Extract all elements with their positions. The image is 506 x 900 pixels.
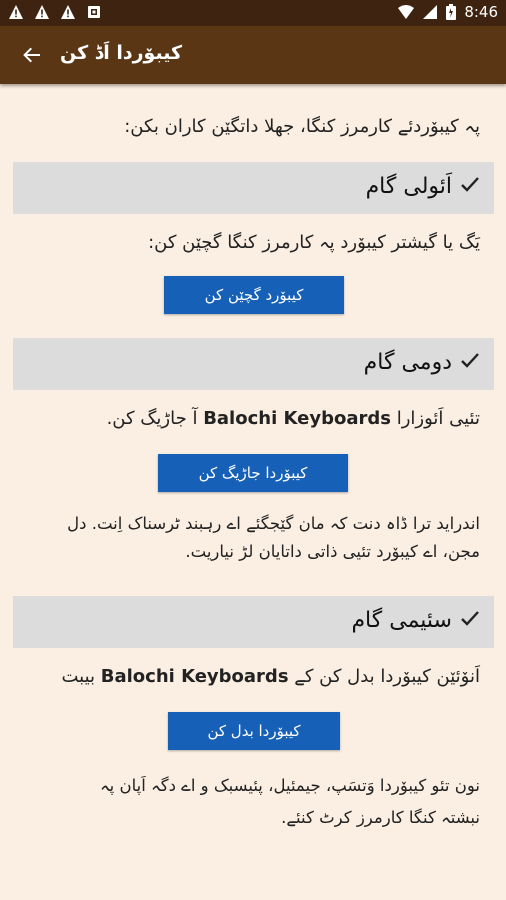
system-icons <box>398 3 498 21</box>
step-2-header <box>13 338 494 390</box>
step-2-note-line-2: مجن، اے کیبۆرد تئیی ذاتی داتایان لڑ نیاریت. <box>185 542 480 561</box>
notification-icons <box>8 4 102 20</box>
switch-keyboard-button[interactable]: کیبۆردا بدل کن <box>168 712 340 750</box>
step-2-desc <box>107 408 480 429</box>
app-bar <box>0 26 506 84</box>
app-name: Balochi Keyboards <box>100 666 289 687</box>
battery-icon <box>446 4 456 20</box>
step-3-desc-pre: اَنۆئێن کیبۆردا بدل کن کے <box>294 666 480 687</box>
sim-icon <box>86 4 102 20</box>
step-2-desc-post: آ جاڑیگ کن. <box>106 408 198 429</box>
step-1-header <box>13 162 494 214</box>
page-title: کیبۆردا اَڈ کن <box>60 42 183 64</box>
step-2-note-line-1: اندراید ترا ڈاہ دنت کہ مان گێجگئے اے رہبند ٹرسناک اِنت. دل <box>67 514 480 533</box>
step-3-desc-post: بیبت <box>61 666 96 687</box>
step-3-desc <box>61 666 480 687</box>
enable-keyboard-button[interactable]: کیبۆردا جاڑیگ کن <box>158 454 348 492</box>
warning-icon <box>60 4 76 20</box>
choose-keyboard-button[interactable]: کیبۆرد گچێن کن <box>164 276 344 314</box>
app-name: Balochi Keyboards <box>203 408 391 429</box>
arrow-left-icon <box>22 45 42 65</box>
back-button[interactable] <box>16 39 48 71</box>
check-icon <box>460 350 480 370</box>
intro-text: پہ کیبۆردئے کارمرز کنگا، جھلا داتگێن کاران بکن: <box>124 116 480 137</box>
step-1-title: اَئولی گام <box>365 174 452 199</box>
step-2-desc-pre: تئیی اَئوزارا <box>396 408 480 429</box>
step-1-desc: یَگ یا گیشتر کیبۆرد پہ کارمرز کنگا گچێن کن: <box>148 232 480 253</box>
signal-icon <box>422 4 438 20</box>
warning-icon <box>8 4 24 20</box>
step-2-title: دومی گام <box>363 350 452 375</box>
check-icon <box>460 608 480 628</box>
step-3-note-line-2: نبشتہ کنگا کارمرز کرٹ کنئے. <box>281 808 480 827</box>
step-3-title: سئیمی گام <box>351 608 452 633</box>
step-3-note <box>100 770 480 834</box>
step-2-note <box>67 510 480 566</box>
step-3-note-line-1: نون تئو کیبۆردا وَتسَپ، جیمئیل، پئیسبک و اے دگہ اَپان پہ <box>99 776 480 795</box>
check-icon <box>460 174 480 194</box>
status-time: 8:46 <box>464 3 498 21</box>
step-3-header <box>13 596 494 648</box>
status-bar <box>0 0 506 26</box>
warning-icon <box>34 4 50 20</box>
wifi-icon <box>398 4 414 20</box>
